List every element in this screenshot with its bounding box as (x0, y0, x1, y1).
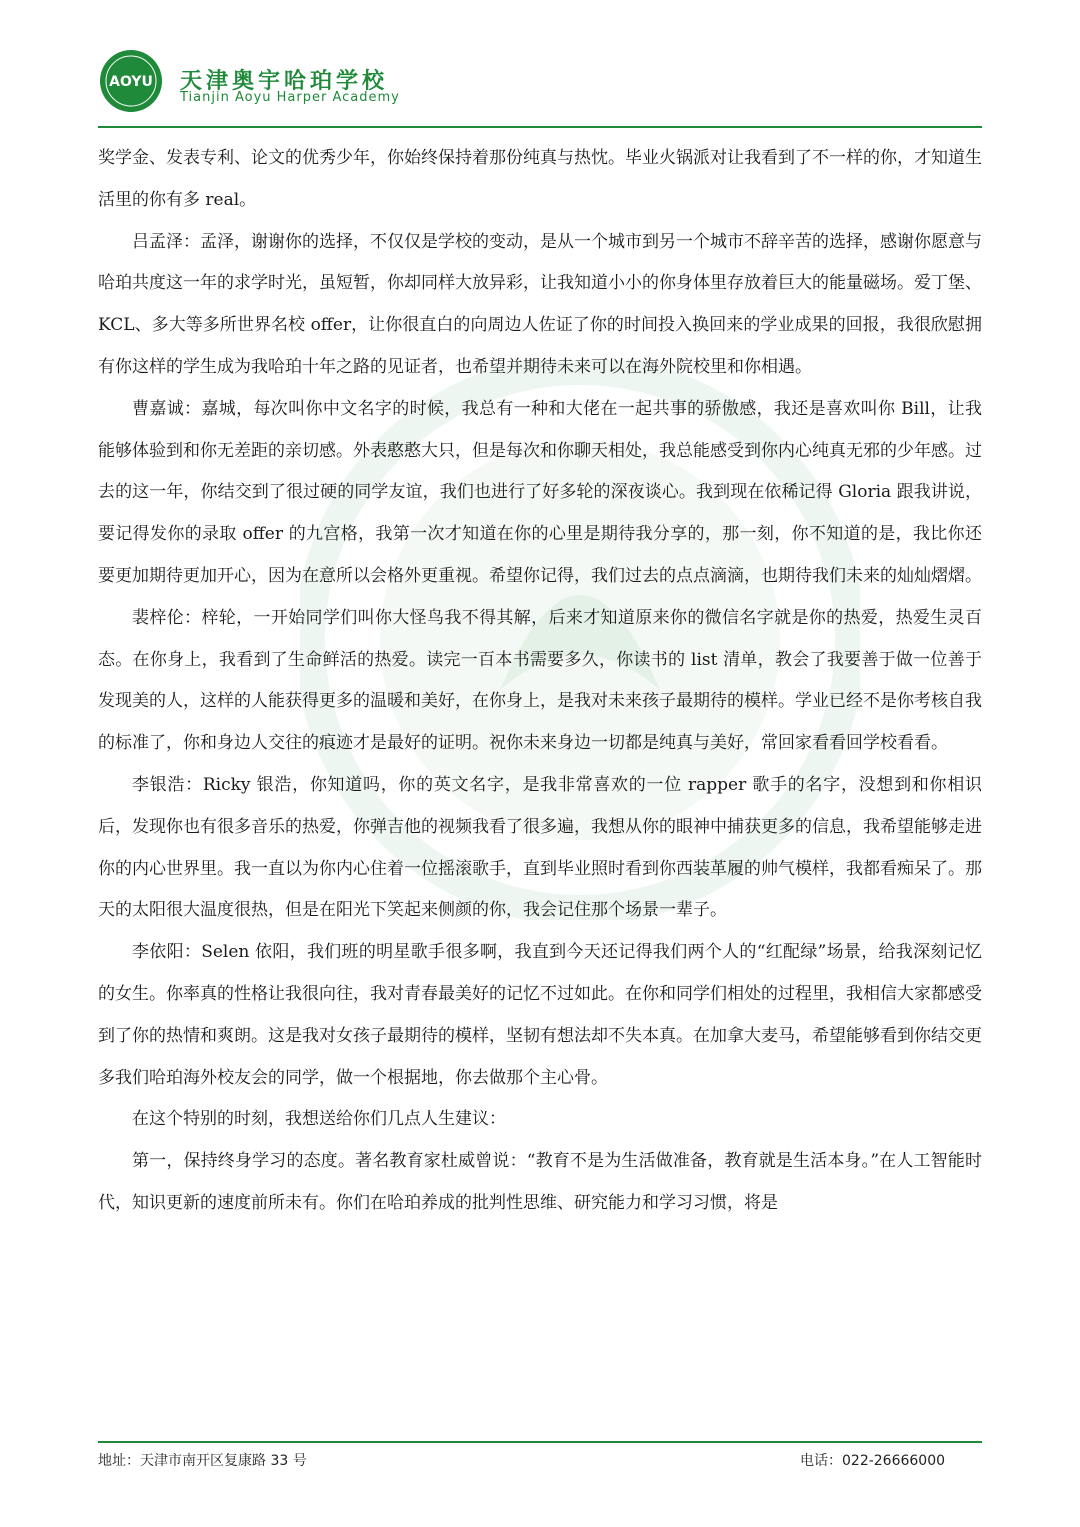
footer-phone: 电话：022-26666000 (800, 1453, 946, 1469)
logo-text: AOYU (109, 74, 153, 90)
letterhead (98, 42, 980, 130)
paragraph: 李依阳：Selen 依阳，我们班的明星歌手很多啊，我直到今天还记得我们两个人的“红配绿”场景，给我深刻记忆的女生。你率真的性格让我很向往，我对青春最美好的记忆不过如此。在你和同学们相处的过程里，我相信大家都感受到了你的热情和爽朗。这是我对女孩子最期待的模样，坚韧有想法却不失本真。在加拿大麦马，希望能够看到你结交更多我们哈珀海外校友会的同学，做一个根据地，你去做那个主心骨。 (98, 942, 982, 1088)
paragraph: 裴梓伦：梓轮，一开始同学们叫你大怪鸟我不得其解，后来才知道原来你的微信名字就是你的热爱，热爱生灵百态。在你身上，我看到了生命鲜活的热爱。读完一百本书需要多久，你读书的 list 清单，教会了我要善于做一位善于发现美的人，这样的人能获得更多的温暖和美好，在你身上，是我对未来孩子最期待的模样。学业已经不是你考核自我的标准了，你和身边人交往的痕迹才是最好的证明。祝你未来身边一切都是纯真与美好，常回家看看回学校看看。 (98, 607, 982, 754)
footer-address: 地址：天津市南开区复康路 33 号 (98, 1453, 307, 1469)
header-divider (98, 126, 982, 128)
school-name-en: Tianjin Aoyu Harper Academy (180, 90, 400, 105)
paragraph: 李银浩：Ricky 银浩，你知道吗，你的英文名字，是我非常喜欢的一位 rapper 歌手的名字，没想到和你相识后，发现你也有很多音乐的热爱，你弹吉他的视频我看了很多遍，我想从你的眼神中捕获更多的信息，我希望能够走进你的内心世界里。我一直以为你内心住着一位摇滚歌手，直到毕业照时看到你西装革履的帅气模样，我都看痴呆了。那天的太阳很大温度很热，但是在阳光下笑起来侧颜的你，我会记住那个场景一辈子。 (98, 774, 982, 921)
footer-divider (98, 1441, 982, 1443)
paragraph: 曹嘉诚：嘉城，每次叫你中文名字的时候，我总有一种和大佬在一起共事的骄傲感，我还是喜欢叫你 Bill，让我能够体验到和你无差距的亲切感。外表憨憨大只，但是每次和你聊天相处，我总能感受到你内心纯真无邪的少年感。过去的这一年，你结交到了很过硬的同学友谊，我们也进行了好多轮的深夜谈心。我到现在依稀记得 Gloria 跟我讲说，要记得发你的录取 offer 的九宫格，我第一次才知道在你的心里是期待我分享的，那一刻，你不知道的是，我比你还要更加期待更加开心，因为在意所以会格外更重视。希望你记得，我们过去的点点滴滴，也期待我们未来的灿灿熠熠。 (98, 398, 982, 586)
school-logo (98, 48, 164, 114)
paragraph: 吕孟泽：孟泽，谢谢你的选择，不仅仅是学校的变动，是从一个城市到另一个城市不辞辛苦的选择，感谢你愿意与哈珀共度这一年的求学时光，虽短暂，你却同样大放异彩，让我知道小小的你身体里存放着巨大的能量磁场。爱丁堡、KCL、多大等多所世界名校 offer，让你很直白的向周边人佐证了你的时间投入换回来的学业成果的回报，我很欣慰拥有你这样的学生成为我哈珀十年之路的见证者，也希望并期待未来可以在海外院校里和你相遇。 (98, 231, 982, 377)
paragraph: 第一，保持终身学习的态度。著名教育家杜威曾说：“教育不是为生活做准备，教育就是生活本身。”在人工智能时代，知识更新的速度前所未有。你们在哈珀养成的批判性思维、研究能力和学习习惯，将是 (98, 1151, 982, 1213)
letter-body (98, 138, 982, 1438)
paragraph: 奖学金、发表专利、论文的优秀少年，你始终保持着那份纯真与热忱。毕业火锅派对让我看到了不一样的你，才知道生活里的你有多 real。 (98, 148, 982, 210)
school-name-cn: 天津奥宇哈珀学校 (180, 69, 389, 94)
paragraph: 在这个特别的时刻，我想送给你们几点人生建议： (132, 1109, 506, 1130)
